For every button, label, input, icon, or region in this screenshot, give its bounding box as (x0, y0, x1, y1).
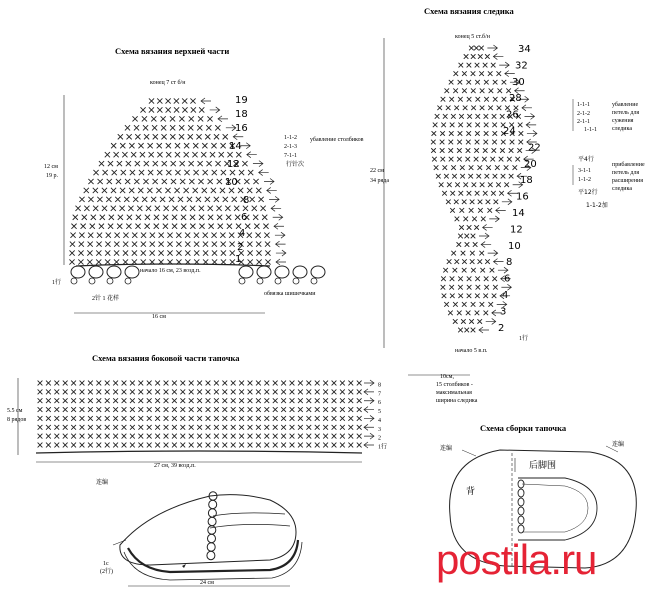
svg-text:4: 4 (239, 228, 246, 239)
svg-text:24: 24 (503, 126, 516, 137)
top-left-note: 1行 (52, 280, 62, 286)
svg-text:20: 20 (524, 158, 537, 170)
sole-dec-label-a: убавление (612, 102, 639, 108)
svg-text:19: 19 (235, 95, 248, 106)
sole-inc-1: 3-1-1 (578, 168, 591, 174)
top-height-label: 12 см (44, 164, 58, 170)
assembly-label-left: 连编 (440, 445, 453, 452)
title-top: Схема вязания верхней части (115, 46, 230, 56)
sole-width-d: ширина следика (436, 398, 478, 404)
sole-inc-mark-c: 1-1-2加 (586, 202, 608, 209)
sole-inc-mark-b: 平12行 (578, 189, 598, 196)
svg-text:18: 18 (520, 175, 533, 187)
watermark-logo: postila.ru (436, 536, 597, 583)
sole-start-label: начало 5 в.п. (455, 348, 488, 354)
svg-text:16: 16 (516, 191, 529, 203)
top-picot-edging (71, 264, 325, 284)
sole-width-a: 10см, (440, 374, 454, 380)
svg-text:2: 2 (498, 322, 505, 334)
svg-text:26: 26 (506, 109, 519, 121)
sole-width-b: 15 столбиков - (436, 382, 473, 388)
svg-text:14: 14 (512, 208, 525, 219)
title-assembly: Схема сборки тапочка (480, 423, 567, 433)
svg-text:34: 34 (518, 44, 531, 55)
sole-inc-label-b: петель для (612, 170, 640, 176)
assembly-label-sole: 背 (466, 487, 476, 497)
sole-grid (431, 46, 523, 333)
side-row-numbers (364, 380, 387, 451)
sole-inc-2: 1-1-2 (578, 177, 591, 183)
svg-text:14: 14 (229, 141, 242, 152)
svg-text:10: 10 (225, 177, 238, 188)
svg-text:7: 7 (378, 391, 381, 398)
svg-text:8: 8 (378, 382, 381, 389)
svg-text:32: 32 (515, 60, 528, 72)
svg-text:4: 4 (502, 290, 509, 301)
side-grid (36, 381, 362, 453)
sole-inc-label-c: расширения (612, 178, 644, 184)
svg-text:2: 2 (378, 435, 381, 442)
svg-text:6: 6 (504, 273, 511, 285)
svg-text:18: 18 (235, 109, 248, 120)
slipper-drawing (113, 492, 302, 580)
top-rows-label: 19 р. (46, 173, 58, 179)
sole-inc-label-a: прибавление (612, 162, 645, 168)
sole-inc-label-d: следика (612, 186, 632, 192)
top-dec-label: убавление столбиков (310, 137, 364, 143)
slipper-note-b: (2行) (100, 569, 113, 575)
svg-text:1: 1 (235, 254, 242, 265)
svg-text:8: 8 (506, 257, 513, 269)
side-height-label: 5.5 см (7, 408, 23, 414)
svg-text:3: 3 (500, 306, 507, 318)
svg-text:28: 28 (509, 93, 522, 105)
top-dec-cjk: 行针次 (286, 161, 305, 168)
svg-text:6: 6 (378, 400, 381, 407)
top-row-numbers (201, 95, 286, 265)
sole-dec-4: 1-1-1 (584, 127, 597, 133)
top-motif-note: 2针 1 花样 (92, 296, 120, 302)
svg-text:12: 12 (227, 159, 240, 170)
svg-text:1行: 1行 (378, 444, 388, 451)
svg-text:6: 6 (241, 212, 248, 223)
side-edge-note: 连编 (96, 479, 109, 486)
sole-row-numbers (479, 44, 541, 334)
svg-text:5: 5 (378, 409, 381, 416)
side-length-label: 27 см, 39 возд.п. (154, 463, 196, 469)
top-dec-3: 7-1-1 (284, 153, 297, 159)
svg-text:16: 16 (235, 123, 248, 134)
assembly-label-back: 后脚围 (529, 461, 557, 471)
svg-text:2: 2 (237, 242, 244, 253)
sole-rows-note: 1行 (519, 336, 529, 342)
svg-text:30: 30 (512, 76, 525, 88)
title-sole: Схема вязания следика (424, 6, 514, 16)
sole-dec-1: 1-1-1 (577, 102, 590, 108)
sole-dec-label-d: следика (612, 126, 632, 132)
slipper-note-a: 1c (103, 561, 109, 567)
sole-inc-mark-a: 平4行 (578, 156, 594, 163)
top-dec-2: 2-1-3 (284, 144, 297, 150)
slipper-length-label: 24 см (200, 580, 214, 586)
side-rows-label: 8 рядов (7, 417, 27, 423)
svg-text:4: 4 (378, 417, 381, 424)
top-dec-1: 1-1-2 (284, 135, 297, 141)
svg-text:8: 8 (243, 195, 250, 206)
assembly-label-right: 连编 (612, 441, 625, 448)
title-side: Схема вязания боковой части тапочка (92, 353, 240, 363)
sole-dec-label-b: петель для (612, 110, 640, 116)
sole-dec-2: 2-1-2 (577, 111, 590, 117)
svg-text:12: 12 (510, 224, 523, 236)
top-end-label: конец 7 ст б/н (150, 80, 186, 86)
sole-height-label: 22 см (370, 168, 384, 174)
sole-end-label: конец 5 ст.б/н (455, 34, 490, 40)
sole-rows-label: 34 ряда (370, 178, 389, 184)
svg-text:10: 10 (508, 240, 521, 252)
sole-width-c: максимальная (436, 390, 472, 396)
top-edging-a: обвязка шишечками (264, 291, 316, 297)
sole-dec-label-c: сужения (612, 118, 634, 124)
svg-text:22: 22 (528, 142, 541, 154)
sole-dec-3: 2-1-1 (577, 119, 590, 125)
top-start-label: начало 16 см, 23 возд.п. (140, 268, 201, 274)
svg-text:3: 3 (378, 426, 381, 433)
top-width-label: 16 см (152, 314, 166, 320)
